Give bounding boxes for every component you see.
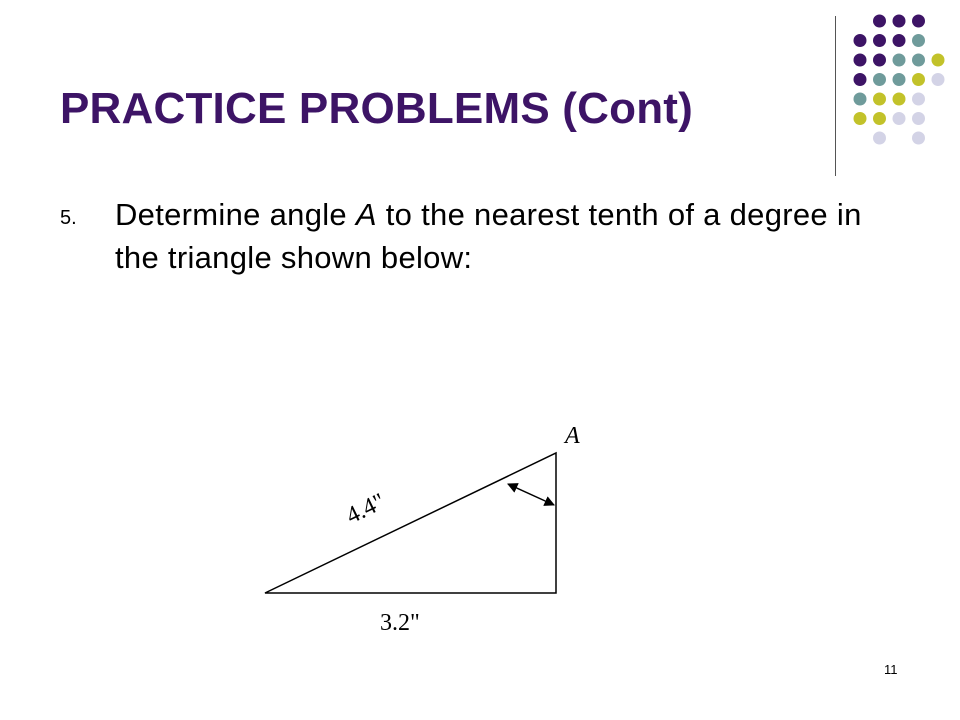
slide-title: PRACTICE PROBLEMS (Cont) (60, 84, 693, 133)
hypotenuse-label: 4.4" (342, 488, 390, 530)
right-triangle (265, 453, 556, 593)
problem-number: 5. (60, 207, 77, 229)
problem-text-part1: Determine angle (115, 197, 356, 232)
problem-text-part2: to the nearest tenth of a degree in the triangle shown below: (115, 197, 862, 275)
problem-text-variable: A (355, 197, 377, 232)
vertex-label-a: A (565, 423, 580, 449)
base-label: 3.2" (380, 610, 420, 636)
angle-arc-arrow (508, 484, 554, 505)
page-number: 11 (884, 662, 898, 677)
